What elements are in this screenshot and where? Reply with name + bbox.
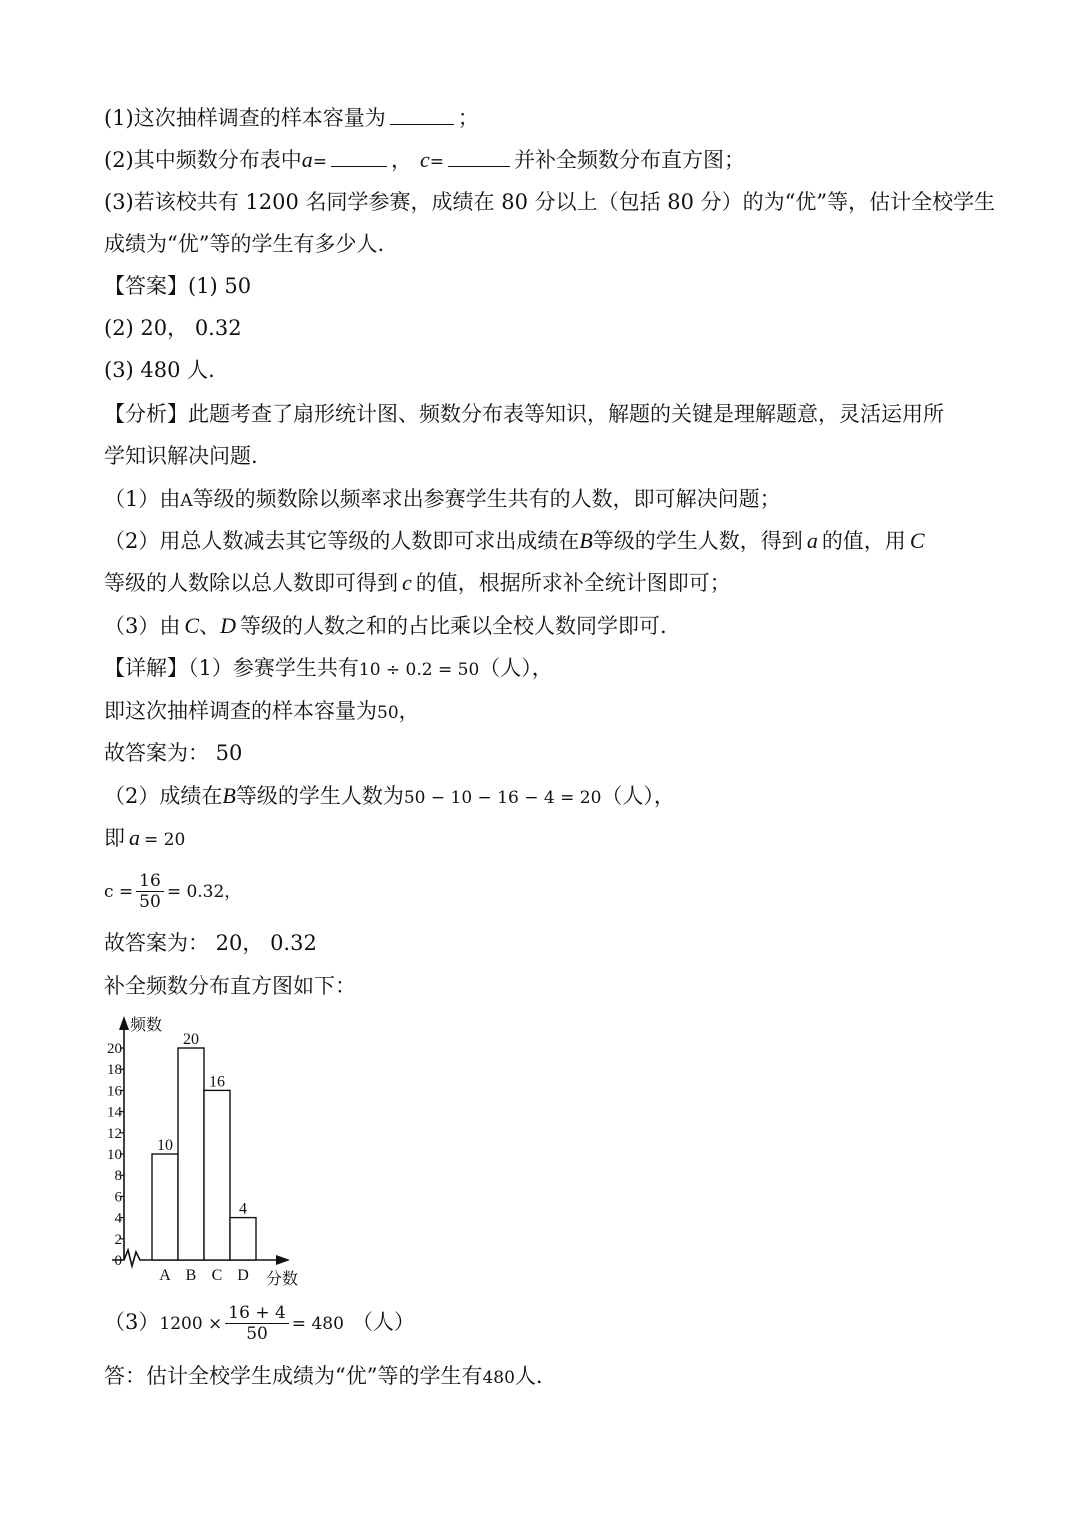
x-tick-label: B xyxy=(185,1267,197,1284)
question-1-text: (1)这次抽样调查的样本容量为 xyxy=(104,106,386,130)
text: 的值，根据所求补全统计图即可； xyxy=(415,571,731,595)
y-tick-label: 18 xyxy=(107,1062,122,1079)
text: 等级的频数除以频率求出参赛学生共有的人数，即可解决问题； xyxy=(192,487,781,511)
question-3-line-2: 成绩为“优”等的学生有多少人. xyxy=(104,232,385,256)
question-1-end: ； xyxy=(457,106,479,130)
denominator: 50 xyxy=(139,892,161,912)
text: （2）成绩在 xyxy=(104,784,223,808)
grade-c: C xyxy=(909,528,925,553)
bar xyxy=(230,1218,256,1260)
denominator: 50 xyxy=(246,1324,268,1344)
bar xyxy=(152,1154,178,1260)
text: （3） xyxy=(104,1310,160,1334)
answer-1-text: (1) 50 xyxy=(188,274,252,298)
text: 等级的学生人数为 xyxy=(235,784,404,808)
bar-data-label: 20 xyxy=(183,1031,199,1048)
var-c: c xyxy=(420,147,430,172)
x-tick-label: C xyxy=(211,1267,223,1284)
analysis-line-2: 学知识解决问题. xyxy=(104,444,258,468)
y-tick-label: 14 xyxy=(107,1104,122,1121)
bar xyxy=(204,1090,230,1260)
var-c: c xyxy=(402,570,412,595)
expression: = 480 xyxy=(291,1314,344,1334)
expression: = 20 xyxy=(144,830,186,850)
expression: 50 − 10 − 16 − 4 = 20 xyxy=(403,788,602,808)
value: 50 xyxy=(377,703,399,723)
y-tick-label: 16 xyxy=(107,1083,122,1100)
answer-blank xyxy=(390,104,454,125)
histogram-chart xyxy=(96,1008,326,1293)
x-axis-arrow xyxy=(276,1255,290,1265)
text: （2）用总人数减去其它等级的人数即可求出成绩在 xyxy=(104,529,580,553)
question-2-text: (2)其中频数分布表中 xyxy=(104,148,302,172)
text: （人）， xyxy=(479,656,553,680)
text: ， xyxy=(398,699,420,723)
expression: 10 ÷ 0.2 = 50 xyxy=(358,660,480,680)
y-tick-label: 20 xyxy=(107,1041,122,1057)
answer-tag: 【答案】 xyxy=(104,274,188,298)
y-tick-label: 4 xyxy=(114,1210,122,1227)
detail-10 xyxy=(104,1361,543,1393)
value: 480 xyxy=(482,1368,515,1388)
var-a: a xyxy=(129,825,140,850)
answer-blank xyxy=(448,146,510,167)
question-2-end: 并补全频数分布直方图； xyxy=(514,148,746,172)
fraction xyxy=(136,871,164,912)
detail-2 xyxy=(104,696,420,728)
y-tick-label: 6 xyxy=(114,1189,122,1206)
bar-data-label: 16 xyxy=(209,1073,225,1091)
text: 答：估计全校学生成绩为“优”等的学生有 xyxy=(104,1364,483,1388)
fraction xyxy=(225,1303,289,1344)
numerator: 16 + 4 xyxy=(225,1303,289,1324)
detail-8: 补全频数分布直方图如下： xyxy=(104,974,356,998)
expression: = 0.32， xyxy=(166,882,242,902)
equals-sign: = xyxy=(312,152,327,172)
y-tick-label: 2 xyxy=(114,1231,122,1248)
question-2 xyxy=(104,145,745,177)
detail-1 xyxy=(104,653,553,685)
equals-sign: = xyxy=(429,152,445,172)
var-a: a xyxy=(806,528,818,553)
var-c: c = xyxy=(104,882,134,902)
y-tick-label: 0 xyxy=(114,1253,122,1269)
answer-2: (2) 20， 0.32 xyxy=(104,316,242,340)
text: 等级的学生人数，得到 xyxy=(592,529,803,553)
var-a: a xyxy=(301,147,313,172)
text: 等级的人数之和的占比乘以全校人数同学即可. xyxy=(239,614,667,638)
text: 即这次抽样调查的样本容量为 xyxy=(104,699,377,723)
y-tick-label: 8 xyxy=(114,1168,122,1185)
y-tick-label: 12 xyxy=(107,1125,122,1142)
detail-6 xyxy=(104,868,241,914)
bar-data-label: 10 xyxy=(157,1137,173,1154)
text: 的值，用 xyxy=(821,529,906,553)
text: （人）， xyxy=(601,784,675,808)
grade-c: C xyxy=(184,613,200,638)
separator: ， xyxy=(391,148,412,172)
detail-9 xyxy=(104,1300,415,1346)
question-1 xyxy=(104,103,479,133)
x-tick-label: A xyxy=(159,1267,171,1284)
grade-b: B xyxy=(222,783,236,808)
text: （1）由 xyxy=(104,487,181,511)
y-tick-label: 10 xyxy=(107,1147,122,1163)
unit: （人） xyxy=(351,1310,415,1334)
detail-4 xyxy=(104,781,675,813)
detail-7: 故答案为： 20， 0.32 xyxy=(104,931,317,955)
text: 即 xyxy=(104,826,125,850)
grade-b: B xyxy=(579,528,593,553)
question-3-line-1: (3)若该校共有 1200 名同学参赛，成绩在 80 分以上（包括 80 分）的为“优”等，估计全校学生 xyxy=(104,190,996,214)
text: （3）由 xyxy=(104,614,181,638)
analysis-point-1 xyxy=(104,484,781,516)
x-axis-label: 分数 xyxy=(266,1271,299,1288)
y-axis-arrow xyxy=(119,1016,129,1030)
numerator: 16 xyxy=(136,871,164,892)
text: 等级的人数除以总人数即可得到 xyxy=(104,571,398,595)
analysis-point-2-cont xyxy=(104,568,731,598)
detail-5 xyxy=(104,823,185,855)
analysis-point-3 xyxy=(104,611,667,641)
detail-3: 故答案为： 50 xyxy=(104,741,243,765)
y-axis-label: 频数 xyxy=(130,1017,163,1034)
text: 【详解】（1）参赛学生共有 xyxy=(104,656,359,680)
x-tick-label: D xyxy=(237,1267,249,1284)
answer-3: (3) 480 人. xyxy=(104,358,215,382)
answer-blank xyxy=(331,146,387,167)
analysis-point-2 xyxy=(104,526,925,556)
bar xyxy=(178,1048,204,1260)
expression: 1200 × xyxy=(159,1314,223,1334)
answer-1 xyxy=(104,271,251,301)
bar-data-label: 4 xyxy=(239,1200,247,1218)
text: 人. xyxy=(514,1364,543,1388)
grade-a: A xyxy=(180,491,193,511)
separator: 、 xyxy=(199,614,221,638)
grade-d: D xyxy=(220,613,236,638)
analysis-line-1: 【分析】此题考查了扇形统计图、频数分布表等知识，解题的关键是理解题意，灵活运用所 xyxy=(104,402,944,426)
